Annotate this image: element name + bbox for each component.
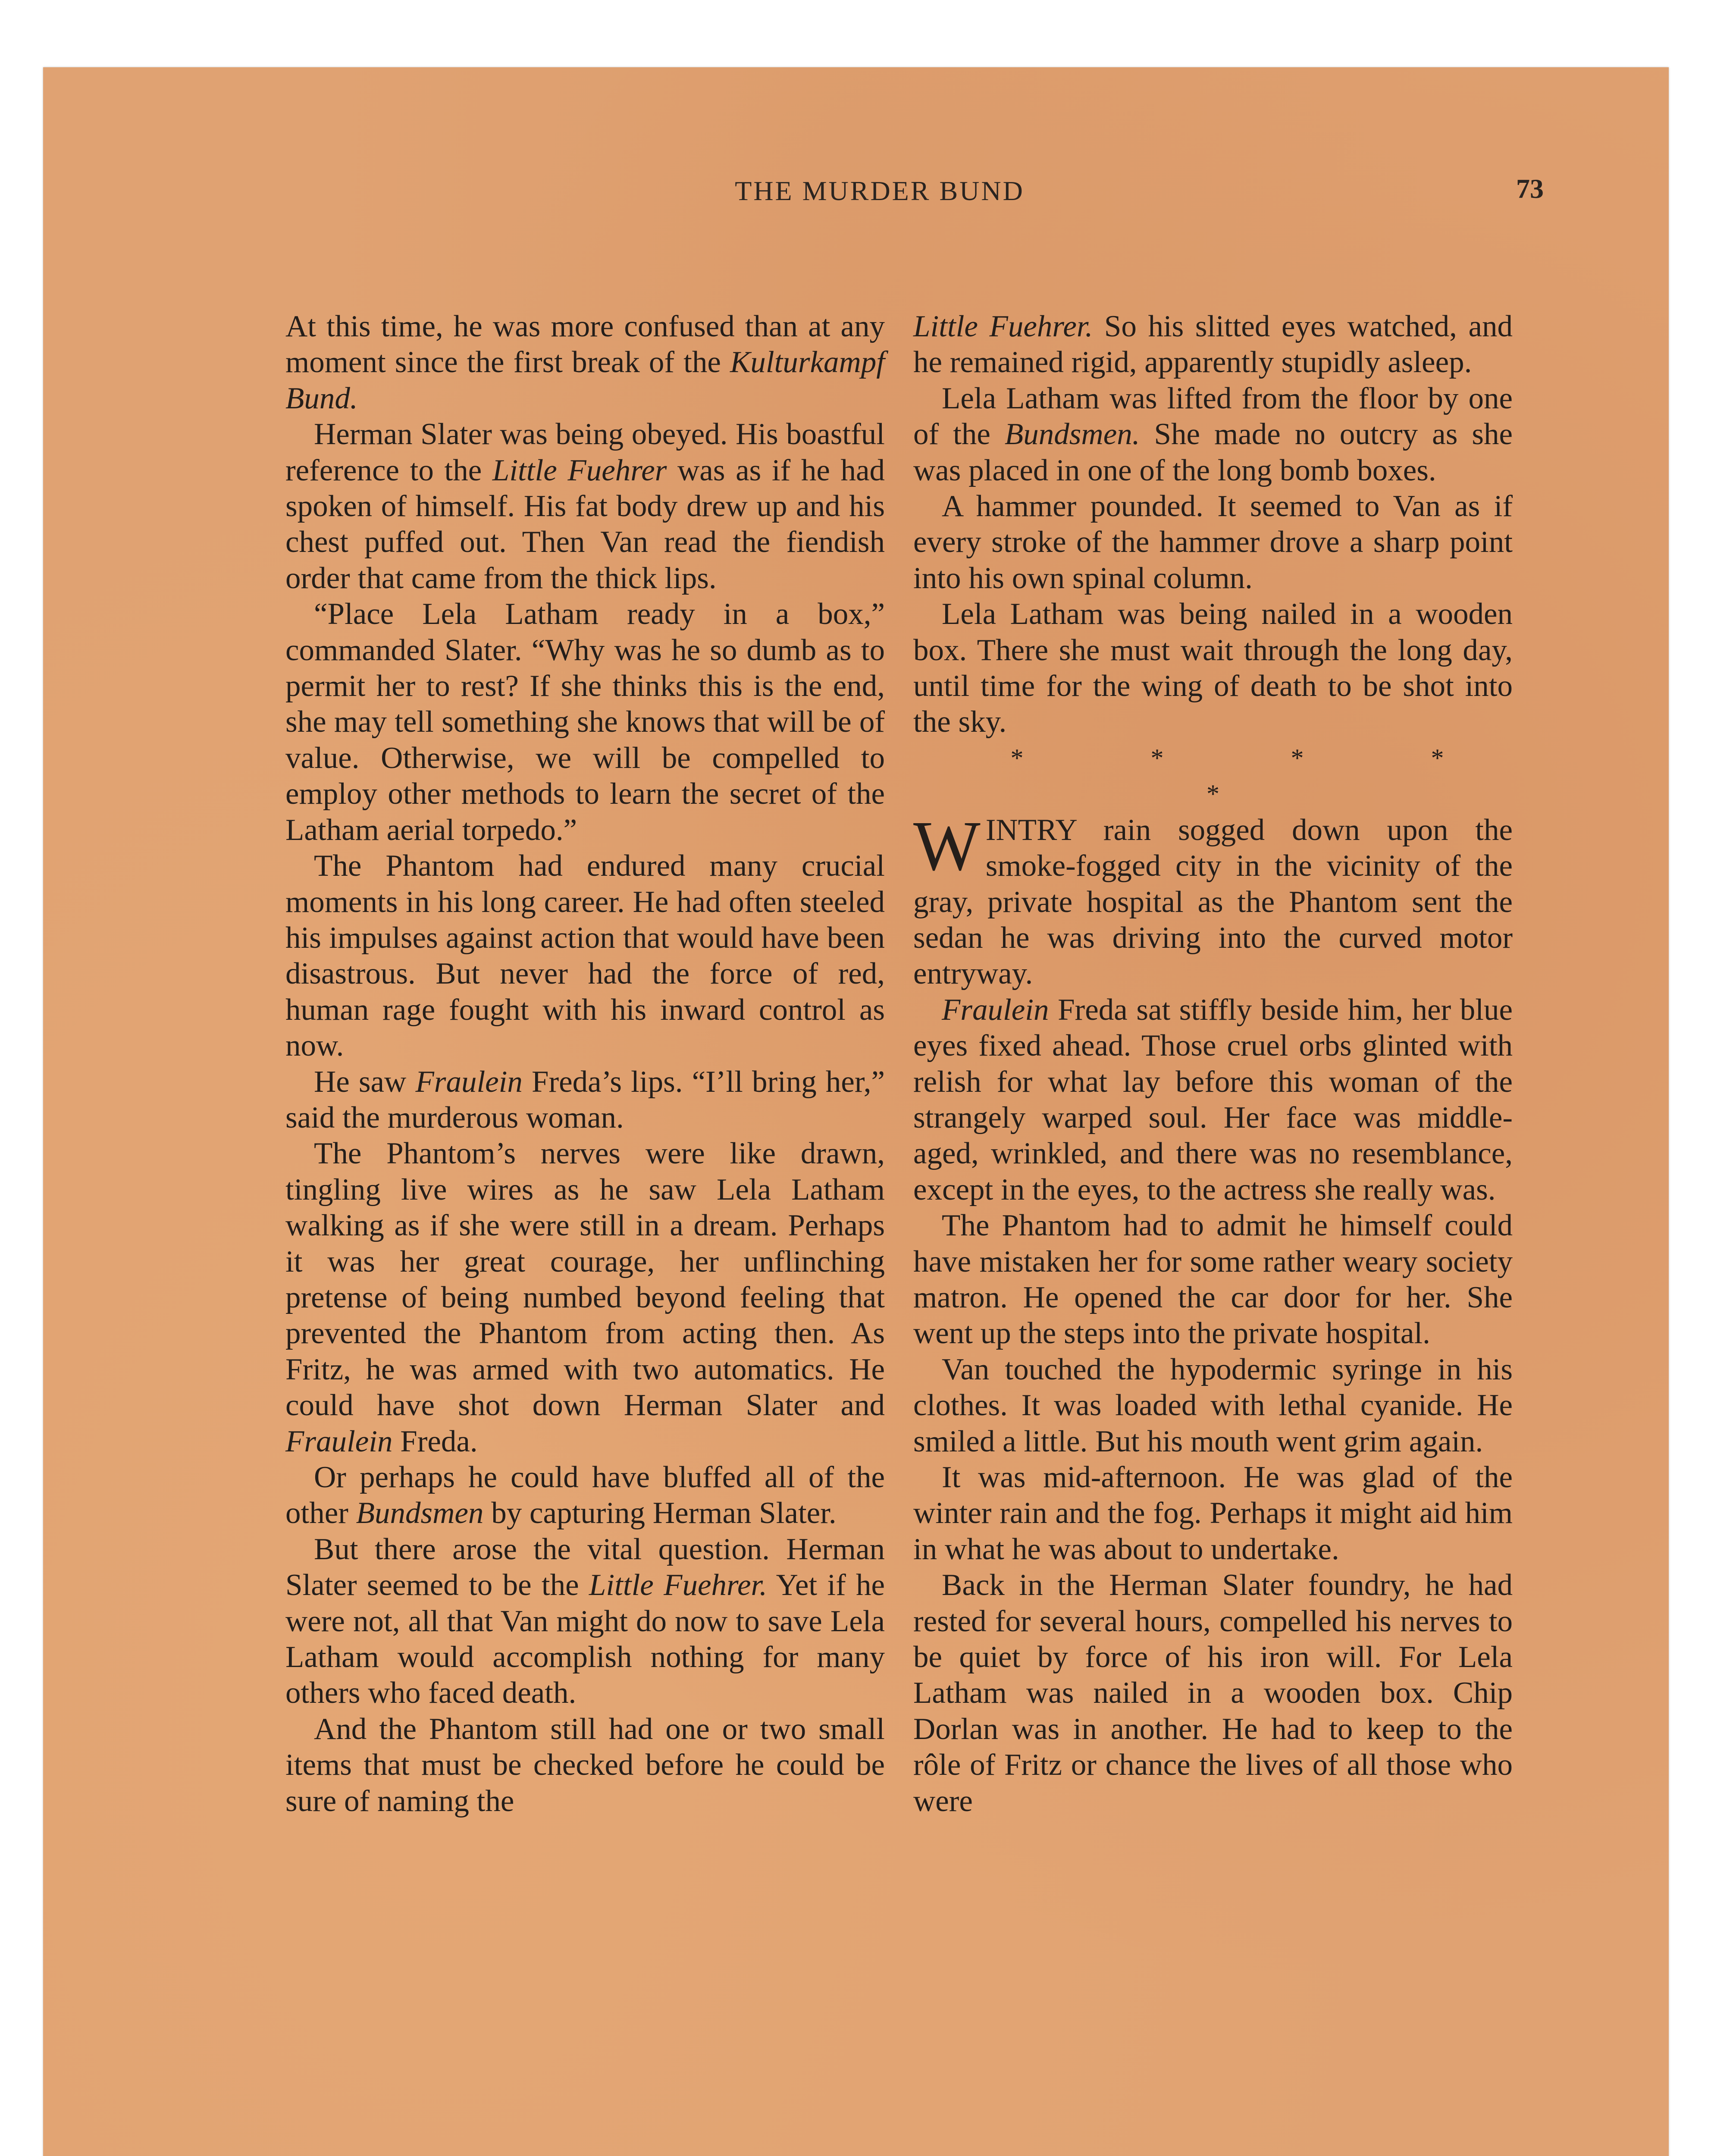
text-run: INTRY rain sogged down upon the smoke-fogged city in the vicinity of the gray, private hospital as the Phantom sent the sedan he was driving into the curved motor entryway. [913, 813, 1513, 991]
running-title: THE MURDER BUND [735, 175, 1025, 206]
italic-text: Fraulein [415, 1065, 523, 1099]
text-run: A hammer pounded. It seemed to Van as if every stroke of the hammer drove a sharp point into his own spinal column. [913, 489, 1513, 595]
drop-cap: W [913, 806, 981, 885]
italic-text: Kulturkampf Bund. [285, 345, 885, 415]
paragraph [913, 596, 1513, 740]
paragraph [285, 1136, 885, 1460]
text-run: Van touched the hypodermic syringe in his clothes. It was loaded with lethal cyanide. He smiled a little. But his mouth went grim again. [913, 1352, 1513, 1458]
text-run: He saw [314, 1065, 416, 1099]
text-run: Back in the Herman Slater foundry, he had rested for several hours, compelled his nerves to be quiet by force of his iron will. For Lela Latham was nailed in a wooden box. Chip Dorlan was in another. He had to keep to the rôle of Fritz or chance the lives of all those who were [913, 1568, 1513, 1818]
italic-text: Little Fuehrer. [589, 1568, 767, 1602]
italic-text: Little Fuehrer [492, 453, 667, 487]
paragraph [285, 596, 885, 848]
text-run: Lela Latham was being nailed in a wooden box. There she must wait through the long day, until time for the wing of death to be shot into the sky. [913, 597, 1513, 739]
paragraph [913, 806, 1513, 992]
italic-text: Bundsmen [356, 1496, 484, 1530]
paragraph [913, 992, 1513, 1208]
paragraph [913, 1352, 1513, 1460]
paragraph [285, 1064, 885, 1136]
text-run: Yet if he were not, all that Van might do now to save Lela Latham would accomplish nothing for many others who faced death. [285, 1568, 885, 1710]
paragraph [913, 489, 1513, 596]
text-run: The Phantom had to admit he himself could have mistaken her for some rather weary society matron. He opened the car door for her. She went up the steps into the private hospital. [913, 1209, 1513, 1351]
paragraph [913, 309, 1513, 381]
text-run: She made no outcry as she was placed in one of the long bomb boxes. [913, 417, 1513, 487]
italic-text: Little Fuehrer. [913, 310, 1093, 343]
text-run: At this time, he was more confused than at any moment since the first break of the [285, 310, 885, 379]
paragraph [285, 1711, 885, 1819]
paragraph [913, 381, 1513, 489]
paragraph [285, 1532, 885, 1711]
text-run: was as if he had spoken of himself. His fat body drew up and his chest puffed out. Then Van read the fiendish order that came from the thick lips. [285, 453, 885, 595]
paragraph [285, 417, 885, 596]
text-run: Lela Latham was lifted from the floor by one of the [913, 381, 1513, 451]
text-run: by capturing Herman Slater. [483, 1496, 837, 1530]
text-run: It was mid-afternoon. He was glad of the winter rain and the fog. Perhaps it might aid him in what he was about to undertake. [913, 1460, 1513, 1566]
italic-text: Fraulein [942, 993, 1049, 1027]
italic-text: Fraulein [285, 1424, 393, 1458]
text-run: Freda sat stiffly beside him, her blue eyes fixed ahead. Those cruel orbs glinted with relish for what lay before this woman of the strangely warped soul. Her face was middle-aged, wrinkled, and there was no resemblance, except in the eyes, to the actress she really was. [913, 993, 1513, 1206]
left-column [285, 309, 885, 1819]
text-run: But there arose the vital question. Herman Slater seemed to be the [285, 1532, 885, 1602]
text-run: The Phantom’s nerves were like drawn, tingling live wires as he saw Lela Latham walking as if she were still in a dream. Perhaps it was her great courage, her unflinching pretense of being numbed beyond feeling that prevented the Phantom from acting then. As Fritz, he was armed with two automatics. He could have shot down Herman Slater and [285, 1137, 885, 1423]
text-run: Freda’s lips. “I’ll bring her,” said the murderous woman. [285, 1065, 885, 1134]
text-run: Or perhaps he could have bluffed all of the other [285, 1460, 885, 1530]
section-break: * * * * * [1010, 743, 1504, 808]
paragraph [285, 848, 885, 1064]
page-sheet [43, 67, 1669, 2156]
text-run: “Place Lela Latham ready in a box,” commanded Slater. “Why was he so dumb as to permit her to rest? If she thinks this is the end, she may tell something she knows that will be of value. Otherwise, we will be compelled to employ other methods to learn the secret of the Latham aerial torpedo.” [285, 597, 885, 847]
text-run: And the Phantom still had one or two small items that must be checked before he could be sure of naming the [285, 1712, 885, 1818]
text-run: So his slitted eyes watched, and he remained rigid, apparently stupidly asleep. [913, 310, 1513, 379]
text-run: Freda. [392, 1424, 478, 1458]
text-run: The Phantom had endured many crucial moments in his long career. He had often steeled his impulses against action that would have been disastrous. But never had the force of red, human rage fought with his inward control as now. [285, 849, 885, 1063]
italic-text: Bundsmen. [1004, 417, 1140, 451]
paragraph [913, 1460, 1513, 1567]
right-column [913, 309, 1513, 1819]
paragraph [285, 309, 885, 417]
paragraph [285, 1460, 885, 1532]
page-number: 73 [1516, 173, 1544, 204]
paragraph [913, 1208, 1513, 1352]
text-run: Herman Slater was being obeyed. His boastful reference to the [285, 417, 885, 487]
paragraph [913, 1567, 1513, 1819]
